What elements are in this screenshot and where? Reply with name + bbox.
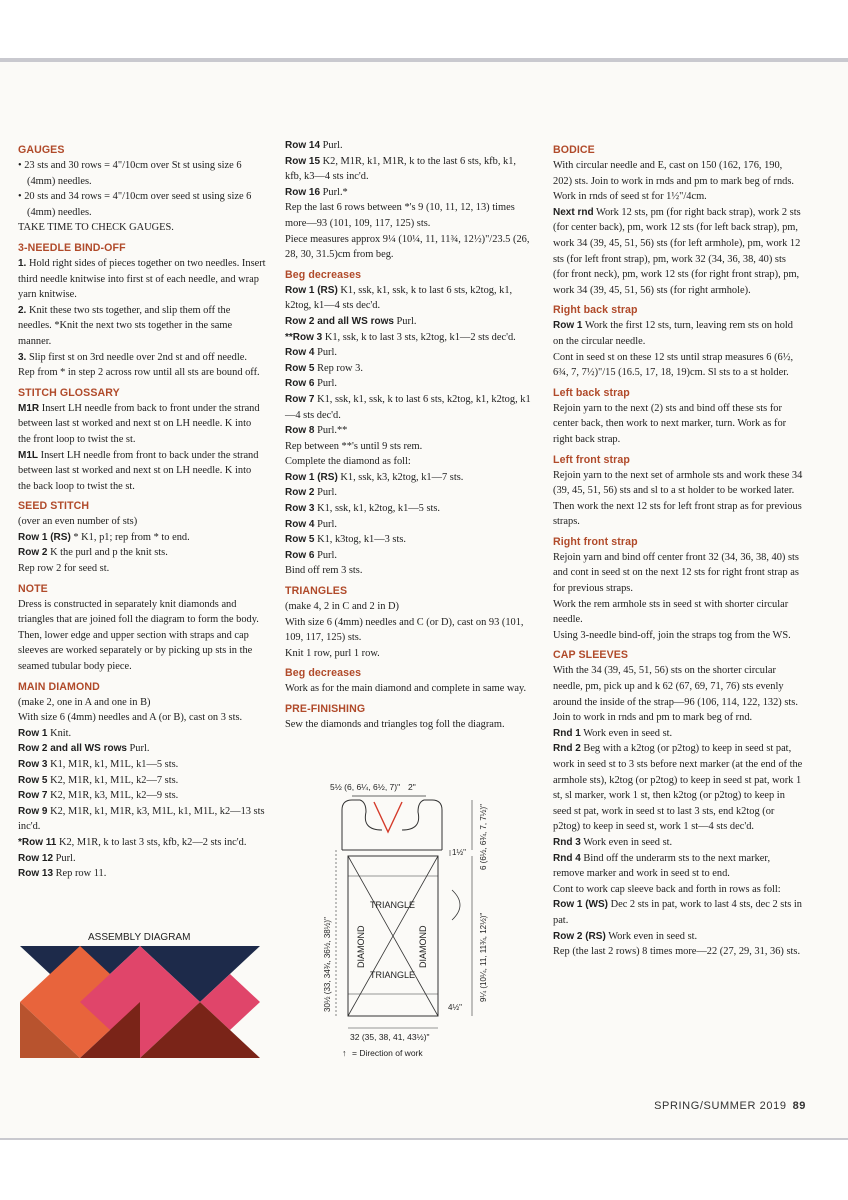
- bindoff-step: [18, 350, 266, 381]
- dec-row: [285, 345, 535, 361]
- finish-row: [285, 501, 535, 517]
- caps-rnd: [553, 726, 803, 742]
- section-title-left-front-strap: Left front strap: [553, 453, 630, 466]
- main-row: [18, 757, 266, 773]
- measure-instruction: Piece measures approx 9¼ (10¼, 11, 11¾, 12½)"/23.5 (26, 28, 30, 31.5)cm from beg.: [285, 233, 530, 261]
- gauge-check: TAKE TIME TO CHECK GAUGES.: [18, 222, 174, 234]
- step-text: Knit these two sts together, and slip them off the needles. *Knit the next two sts together in the same manner.: [18, 304, 233, 347]
- step-text: Slip first st on 3rd needle over 2nd st and off needle. Rep from * in step 2 across row until all sts are bound off.: [18, 351, 260, 379]
- bindoff-step: [18, 256, 266, 303]
- column-middle: [285, 138, 535, 733]
- step-number: 2.: [18, 304, 27, 316]
- caps-row: [553, 897, 803, 928]
- finish-row: [285, 532, 535, 548]
- section-title-right-front-strap: Right front strap: [553, 535, 638, 548]
- row-text: * K1, p1; rep from * to end.: [73, 531, 190, 543]
- row-label: Row 16: [285, 186, 321, 198]
- row-text: K1, ssk, k3, k2tog, k1—7 sts.: [340, 471, 464, 483]
- row-text: K2, M1R, k1, M1R, k to the last 6 sts, kfb, k1, kfb, k3—4 sts inc'd.: [285, 155, 517, 183]
- section-title-triangles: TRIANGLES: [285, 585, 348, 598]
- row-text: K2, M1R, k1, M1R, k3, M1L, k1, M1L, k2—13 sts inc'd.: [18, 805, 265, 833]
- row-label: Row 3: [285, 503, 315, 515]
- row-label: Row 6: [285, 378, 315, 390]
- row-text: Work even in seed st.: [583, 836, 673, 848]
- row-label: Row 5: [285, 362, 315, 374]
- schematic-one-half: 1½": [452, 848, 466, 857]
- strap-text: Rejoin yarn to the next (2) sts and bind off these sts for center back, then work to next marker, turn. Work as for right back strap.: [553, 402, 787, 445]
- caps-rnd: [553, 741, 803, 835]
- dec-row: [285, 330, 535, 346]
- row-label: *Row 11: [18, 836, 57, 848]
- note-text: Dress is constructed in separately knit diamonds and triangles that are joined foll the diagram to form the body. Then, lower edge and upper section with straps and cap sleeves are worked separately or by picking up sts in the seamed tubular body piece.: [18, 598, 259, 673]
- bodice-text: Work in rnds of seed st for 1½"/4cm.: [553, 191, 707, 203]
- section-title-bodice: BODICE: [553, 144, 595, 156]
- prefinishing-text: Sew the diamonds and triangles tog foll the diagram.: [285, 719, 505, 730]
- row-text: Purl.: [129, 743, 150, 755]
- bindoff-instruction: Bind off rem 3 sts.: [285, 565, 363, 577]
- sleeve-arc: [452, 890, 460, 920]
- glossary-item: [18, 401, 266, 448]
- strap-row: [553, 318, 803, 349]
- row-text: Purl.: [317, 378, 337, 390]
- row-text: K1, ssk, k1, k2tog, k1—5 sts.: [317, 503, 441, 515]
- row-text: Rep row 3.: [317, 362, 363, 374]
- row-text: Rep row 11.: [55, 868, 107, 880]
- row-text: Work even in seed st.: [583, 727, 673, 739]
- row-text: K2, M1R, k3, M1L, k2—9 sts.: [50, 790, 179, 802]
- row-label: Row 1 (RS): [285, 471, 338, 483]
- section-title-note: NOTE: [18, 582, 48, 595]
- step-number: 3.: [18, 351, 27, 363]
- main-row: [285, 185, 535, 201]
- repeat-instruction: Rep between **'s until 9 sts rem.: [285, 440, 423, 452]
- seed-row: [18, 545, 266, 561]
- row-text: K2, M1R, k1, M1L, k2—7 sts.: [50, 774, 179, 786]
- dec-row: [285, 283, 535, 314]
- row-label: Row 7: [18, 790, 48, 802]
- row-text: K2, M1R, k to last 3 sts, kfb, k2—2 sts inc'd.: [58, 836, 247, 848]
- assembly-diagram: [20, 946, 260, 1058]
- row-label: **Row 3: [285, 331, 323, 343]
- seed-intro: (over an even number of sts): [18, 516, 138, 528]
- strap-text: Rejoin yarn and bind off center front 32 (34, 36, 38, 40) sts and cont in seed st on the next 12 sts for right front strap as for previous straps.: [553, 551, 799, 595]
- finish-row: [285, 517, 535, 533]
- schematic-four-half: 4½": [448, 1003, 462, 1012]
- row-text: Work even in seed st.: [608, 930, 698, 942]
- row-text: K1, ssk, k1, ssk, k to last 6 sts, k2tog, k1, k2tog, k1—4 sts dec'd.: [285, 284, 513, 312]
- dress-schematic: [300, 780, 510, 1060]
- row-text: Bind off the underarm sts to the next marker, remove marker and work in seed st to end.: [553, 852, 771, 880]
- section-title-beg-decreases-2: Beg decreases: [285, 667, 362, 680]
- section-title-main-diamond: MAIN DIAMOND: [18, 680, 100, 693]
- section-title-glossary: STITCH GLOSSARY: [18, 386, 120, 399]
- main-row: [18, 866, 266, 882]
- glossary-term: M1L: [18, 449, 38, 461]
- row-text: Dec 2 sts in pat, work to last 4 sts, dec 2 sts in pat.: [553, 899, 802, 926]
- main-row: [285, 138, 535, 154]
- section-title-beg-decreases: Beg decreases: [285, 268, 362, 281]
- row-text: Purl.**: [317, 425, 348, 437]
- row-label: Row 15: [285, 155, 321, 167]
- row-label: Rnd 2: [553, 743, 581, 755]
- section-title-right-back-strap: Right back strap: [553, 304, 638, 317]
- row-text: K1, ssk, k to last 3 sts, k2tog, k1—2 sts dec'd.: [324, 331, 516, 343]
- direction-legend: = Direction of work: [352, 1048, 423, 1058]
- triangles-line: (make 4, 2 in C and 2 in D): [285, 601, 399, 613]
- beg-dec-text: Work as for the main diamond and complete in same way.: [285, 683, 527, 695]
- schematic-right-length: 9¼ (10¼, 11, 11¾, 12½)": [479, 912, 488, 1002]
- glossary-text: Insert LH needle from back to front under the strand between last st worked and next st on LH needle. K into the front loop to twist the st.: [18, 402, 260, 445]
- column-right: [553, 138, 803, 960]
- row-label: Row 12: [18, 852, 54, 864]
- row-text: K1, k3tog, k1—3 sts.: [317, 534, 406, 546]
- row-text: K1, M1R, k1, M1L, k1—5 sts.: [50, 759, 179, 770]
- row-label: Row 1 (RS): [18, 531, 71, 543]
- gauge-line: • 23 sts and 30 rows = 4"/10cm over St st using size 6 (4mm) needles.: [18, 160, 242, 187]
- bindoff-step: [18, 303, 266, 350]
- finish-row: [285, 485, 535, 501]
- step-text: Hold right sides of pieces together on two needles. Insert third needle knitwise into first st of each needle, and wrap yarn knitwise.: [18, 257, 266, 301]
- section-title-seed: SEED STITCH: [18, 500, 90, 513]
- section-title-bindoff: 3-NEEDLE BIND-OFF: [18, 241, 126, 254]
- row-label: Row 1 (RS): [285, 284, 338, 296]
- main-row: [18, 835, 266, 851]
- diamond-label-left: DIAMOND: [356, 925, 366, 968]
- caps-cont: Cont to work cap sleeve back and forth in rows as foll:: [553, 883, 781, 895]
- column-left: [18, 138, 266, 882]
- row-label: Row 14: [285, 140, 321, 151]
- bodice-next-rnd: [553, 205, 803, 299]
- strap-text: Then work the next 12 sts for left front strap as for previous straps.: [553, 500, 802, 528]
- row-label: Row 1: [553, 320, 583, 332]
- row-text: Beg with a k2tog (or p2tog) to keep in seed st pat, work in seed st to 3 sts before next marker (at the end of the armhole sts), k2tog (or p2tog) to keep in seed st pat, work 1 st, sl marker, work 1 st, then k2tog (or p2tog) to keep in seed st pat, work in seed st to last 3 sts, end k2tog (or p2tog) to keep in seed st, work 1 st—4 sts dec'd.: [553, 743, 803, 833]
- section-title-prefinishing: PRE-FINISHING: [285, 703, 366, 715]
- triangle-label-bottom: TRIANGLE: [370, 970, 416, 980]
- dec-row: [285, 376, 535, 392]
- main-row: [18, 741, 266, 757]
- row-text: K the purl and p the knit sts.: [50, 547, 168, 559]
- main-row: [285, 154, 535, 185]
- caps-row: [553, 929, 803, 945]
- main-intro: (make 2, one in A and one in B): [18, 696, 151, 708]
- row-label: Row 1 (WS): [553, 899, 608, 911]
- row-text: K1, ssk, k1, ssk, k to last 6 sts, k2tog, k1, k2tog, k1—4 sts dec'd.: [285, 393, 531, 421]
- row-text: Purl.: [317, 347, 337, 359]
- strap-text: Using 3-needle bind-off, join the straps tog from the WS.: [553, 629, 791, 641]
- row-label: Row 5: [18, 774, 48, 786]
- section-title-gauges: GAUGES: [18, 144, 65, 156]
- row-text: Purl.: [317, 549, 337, 561]
- triangles-line: With size 6 (4mm) needles and C (or D), cast on 93 (101, 109, 117, 125) sts.: [285, 616, 524, 644]
- dec-row: [285, 361, 535, 377]
- row-label: Row 3: [18, 759, 48, 770]
- finish-row: [285, 548, 535, 564]
- neckline: [374, 802, 402, 832]
- row-label: Row 4: [285, 518, 315, 530]
- triangles-line: Knit 1 row, purl 1 row.: [285, 647, 380, 659]
- schematic-top-width: 5½ (6, 6¼, 6½, 7)": [330, 782, 401, 792]
- main-row: [18, 804, 266, 835]
- bodice-text: With circular needle and E, cast on 150 (162, 176, 190, 202) sts. Join to work in rnds and pm to mark beg of rnds.: [553, 160, 794, 187]
- schematic-left-length: 30½ (33, 34¾, 36½, 38½)": [323, 917, 332, 1012]
- main-row: [18, 726, 266, 742]
- row-label: Row 2 and all WS rows: [285, 315, 394, 327]
- issue-season: SPRING/SUMMER 2019: [654, 1100, 787, 1112]
- row-label: Row 2: [285, 487, 315, 499]
- glossary-item: [18, 448, 266, 495]
- main-row: [18, 773, 266, 789]
- row-label: Row 7: [285, 393, 315, 405]
- right-strap-outline: [402, 800, 442, 850]
- schematic-right-upper: 6 (6½, 6¾, 7, 7½)": [479, 804, 488, 870]
- dec-row: [285, 423, 535, 439]
- row-text: Knit.: [50, 727, 72, 739]
- row-label: Rnd 1: [553, 727, 581, 739]
- caps-rep: Rep (the last 2 rows) 8 times more—22 (27, 29, 31, 36) sts.: [553, 946, 801, 958]
- triangle-label-top: TRIANGLE: [370, 900, 416, 910]
- schematic-bottom-width: 32 (35, 38, 41, 43½)": [350, 1032, 430, 1042]
- strap-text: Work the rem armhole sts in seed st with shorter circular needle.: [553, 598, 789, 626]
- row-label: Row 2 (RS): [553, 930, 606, 942]
- caps-intro: With the 34 (39, 45, 51, 56) sts on the shorter circular needle, pm, pick up and k 62 (67, 69, 71, 76) sts evenly around the inside of the strap—96 (106, 114, 122, 132) sts. Join to work in rnds and pm to mark beg of rnd.: [553, 665, 798, 724]
- row-text: Purl.: [55, 852, 76, 864]
- row-text: Work 12 sts, pm (for right back strap), work 2 sts (for center back), pm, work 12 sts (for left back strap), pm, work 34 (39, 45, 51, 56) sts (for left armhole), pm, work 12 sts (for left front strap), pm, work 32 (34, 36, 38, 40) sts (for front neck), pm, work 12 sts (for right front strap), pm, work 34 (39, 45, 51, 56) sts (for right armhole).: [553, 206, 801, 296]
- glossary-text: Insert LH needle from front to back under the strand between last st worked and next st on LH needle. K into the back loop to twist the st.: [18, 449, 259, 492]
- finish-row: [285, 470, 535, 486]
- row-label: Row 5: [285, 534, 315, 546]
- row-text: Purl.: [396, 315, 417, 327]
- gauge-line: • 20 sts and 34 rows = 4"/10cm over seed st using size 6 (4mm) needles.: [18, 191, 252, 218]
- row-label: Next rnd: [553, 206, 594, 218]
- row-label: Row 6: [285, 549, 315, 561]
- row-text: Purl.: [322, 140, 343, 151]
- row-label: Row 1: [18, 727, 48, 739]
- diamond-label-right: DIAMOND: [418, 925, 428, 968]
- main-intro: With size 6 (4mm) needles and A (or B), cast on 3 sts.: [18, 712, 243, 724]
- schematic-top-2in: 2": [408, 782, 416, 792]
- row-text: Work the first 12 sts, turn, leaving rem sts on hold on the circular needle.: [553, 320, 793, 347]
- caps-rnd: [553, 851, 803, 882]
- strap-text: Cont in seed st on these 12 sts until strap measures 6 (6½, 6¾, 7, 7½)"/15 (16.5, 17, 18, 19)cm. Sl sts to a st holder.: [553, 351, 794, 379]
- row-label: Rnd 3: [553, 836, 581, 848]
- main-row: [18, 788, 266, 804]
- repeat-instruction: Rep the last 6 rows between *'s 9 (10, 11, 12, 13) times more—93 (101, 109, 117, 125) sts.: [285, 202, 515, 229]
- section-title-left-back-strap: Left back strap: [553, 386, 630, 399]
- seed-row: [18, 530, 266, 546]
- page-footer: [654, 1100, 806, 1112]
- row-label: Rnd 4: [553, 852, 581, 864]
- row-text: Purl.*: [322, 186, 348, 198]
- row-label: Row 13: [18, 868, 54, 880]
- strap-text: Rejoin yarn to the next set of armhole sts and work these 34 (39, 45, 51, 56) sts and sl to a st holder to be worked later.: [553, 469, 803, 497]
- complete-instruction: Complete the diamond as foll:: [285, 456, 411, 468]
- dec-row: [285, 392, 535, 423]
- assembly-diagram-title: ASSEMBLY DIAGRAM: [88, 932, 191, 943]
- caps-rnd: [553, 835, 803, 851]
- section-title-cap-sleeves: CAP SLEEVES: [553, 649, 629, 662]
- direction-arrow-icon: ↑: [342, 1048, 347, 1058]
- dec-row: [285, 314, 535, 330]
- main-row: [18, 851, 266, 867]
- glossary-term: M1R: [18, 402, 40, 414]
- row-text: Purl.: [317, 487, 337, 499]
- row-label: Row 9: [18, 805, 48, 817]
- row-label: Row 4: [285, 347, 315, 359]
- row-text: Purl.: [317, 518, 337, 530]
- row-label: Row 2 and all WS rows: [18, 743, 127, 755]
- seed-rep: Rep row 2 for seed st.: [18, 563, 110, 575]
- row-label: Row 8: [285, 425, 315, 437]
- row-label: Row 2: [18, 547, 48, 559]
- page-number: 89: [792, 1100, 806, 1112]
- step-number: 1.: [18, 257, 27, 269]
